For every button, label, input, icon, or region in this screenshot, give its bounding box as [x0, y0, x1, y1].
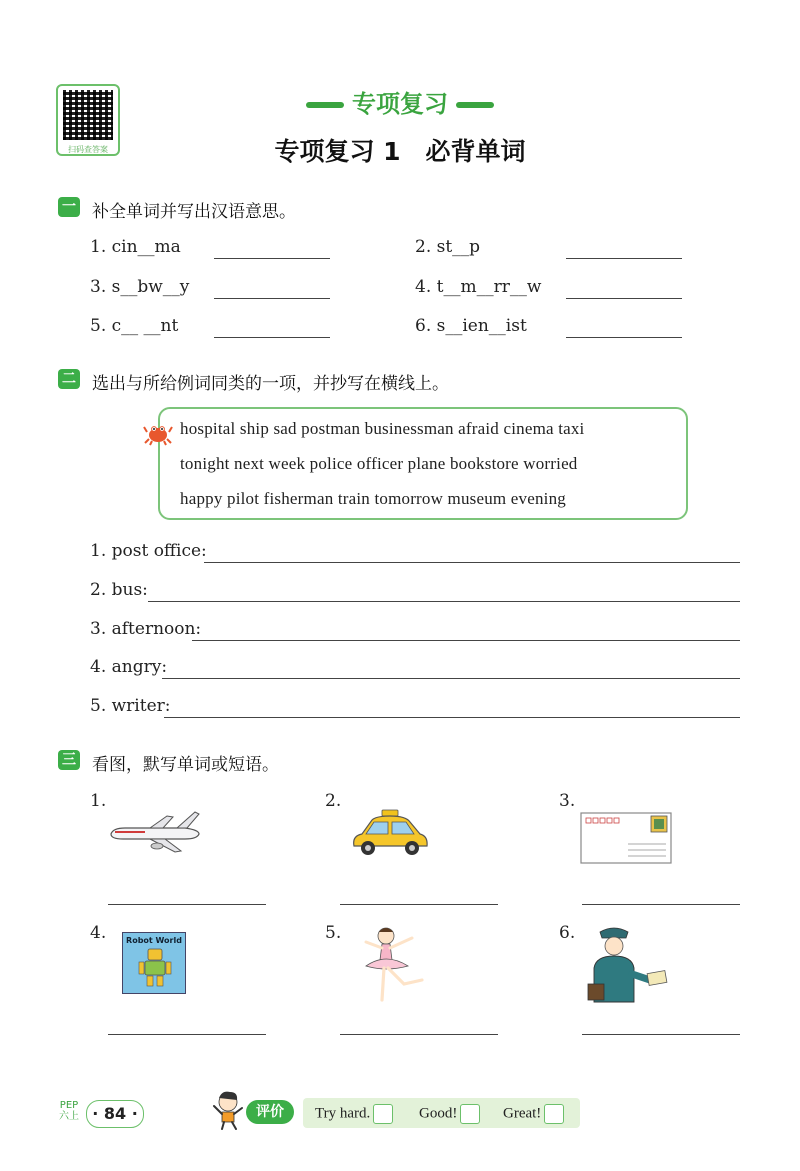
pep-label: PEP [59, 1100, 79, 1111]
ballerina-icon [352, 924, 430, 1004]
s2-item-2: 2. bus: [90, 580, 148, 600]
s3-num-4: 4. [90, 923, 107, 943]
section-banner [0, 84, 800, 119]
word-bank-line-1: hospital ship sad postman businessman afraid cinema taxi [180, 419, 585, 438]
s1-answer-3[interactable] [214, 298, 330, 299]
book-icon [122, 932, 186, 994]
postman-icon [580, 924, 672, 1004]
qr-caption: 扫码查答案 [68, 145, 108, 154]
section-3-title: 看图，默写单词或短语。 [92, 755, 279, 775]
banner-text: 专项复习 [352, 90, 448, 118]
s3-num-6: 6. [559, 923, 576, 943]
s3-answer-2[interactable] [340, 904, 498, 905]
s3-answer-6[interactable] [582, 1034, 740, 1035]
s1-answer-5[interactable] [214, 337, 330, 338]
s2-answer-3[interactable] [192, 640, 740, 641]
section-2-title: 选出与所给例词同类的一项，并抄写在横线上。 [92, 374, 449, 394]
edition-label [56, 1100, 82, 1122]
s3-num-1: 1. [90, 791, 107, 811]
rating-great-checkbox[interactable] [544, 1104, 564, 1124]
section-2-icon: 二 [58, 369, 80, 389]
s1-answer-1[interactable] [214, 258, 330, 259]
banner-bar-left [306, 102, 344, 108]
s3-answer-5[interactable] [340, 1034, 498, 1035]
airplane-icon [105, 806, 203, 856]
rating-try-hard-checkbox[interactable] [373, 1104, 393, 1124]
s3-answer-3[interactable] [582, 904, 740, 905]
section-3-icon: 三 [58, 750, 80, 770]
rating-try-hard-label: Try hard. [315, 1105, 371, 1122]
s3-num-2: 2. [325, 791, 342, 811]
taxi-icon [350, 808, 430, 860]
banner-bar-right [456, 102, 494, 108]
crab-icon [143, 420, 173, 446]
rating-good [419, 1104, 480, 1124]
s2-item-1: 1. post office: [90, 541, 207, 561]
page-number: · 84 · [86, 1100, 144, 1128]
grade-label: 六上 [59, 1111, 79, 1122]
robot-icon [137, 947, 173, 987]
s2-answer-5[interactable] [164, 717, 740, 718]
rating-good-checkbox[interactable] [460, 1104, 480, 1124]
s1-answer-4[interactable] [566, 298, 682, 299]
s1-item-1: 1. cin__ma [90, 237, 181, 257]
s3-answer-4[interactable] [108, 1034, 266, 1035]
s1-answer-6[interactable] [566, 337, 682, 338]
s1-item-6: 6. s__ien__ist [415, 316, 527, 336]
section-1-title: 补全单词并写出汉语意思。 [92, 202, 296, 222]
word-bank-box [158, 407, 688, 520]
rating-great [503, 1104, 564, 1124]
s2-answer-1[interactable] [204, 562, 740, 563]
s2-item-5: 5. writer: [90, 696, 171, 716]
rating-great-label: Great! [503, 1105, 542, 1122]
s2-item-4: 4. angry: [90, 657, 168, 677]
s3-num-5: 5. [325, 923, 342, 943]
s2-answer-2[interactable] [148, 601, 740, 602]
s3-answer-1[interactable] [108, 904, 266, 905]
evaluation-bar [303, 1098, 580, 1128]
s1-item-4: 4. t__m__rr__w [415, 277, 542, 297]
rating-try-hard [315, 1104, 393, 1124]
s1-item-5: 5. c__ __nt [90, 316, 179, 336]
s3-num-3: 3. [559, 791, 576, 811]
s1-item-3: 3. s__bw__y [90, 277, 190, 297]
rating-good-label: Good! [419, 1105, 458, 1122]
book-title: Robot World [126, 936, 182, 945]
s1-item-2: 2. st__p [415, 237, 481, 257]
envelope-icon [580, 812, 674, 866]
s2-item-3: 3. afternoon: [90, 619, 202, 639]
mascot-icon [212, 1090, 246, 1130]
page-title: 专项复习 1 必背单词 [274, 137, 526, 166]
word-bank-line-3: happy pilot fisherman train tomorrow museum evening [180, 489, 567, 508]
evaluation-badge: 评价 [246, 1100, 294, 1124]
s1-answer-2[interactable] [566, 258, 682, 259]
word-bank-line-2: tonight next week police officer plane bookstore worried [180, 454, 578, 473]
section-1-icon: 一 [58, 197, 80, 217]
s2-answer-4[interactable] [162, 678, 740, 679]
